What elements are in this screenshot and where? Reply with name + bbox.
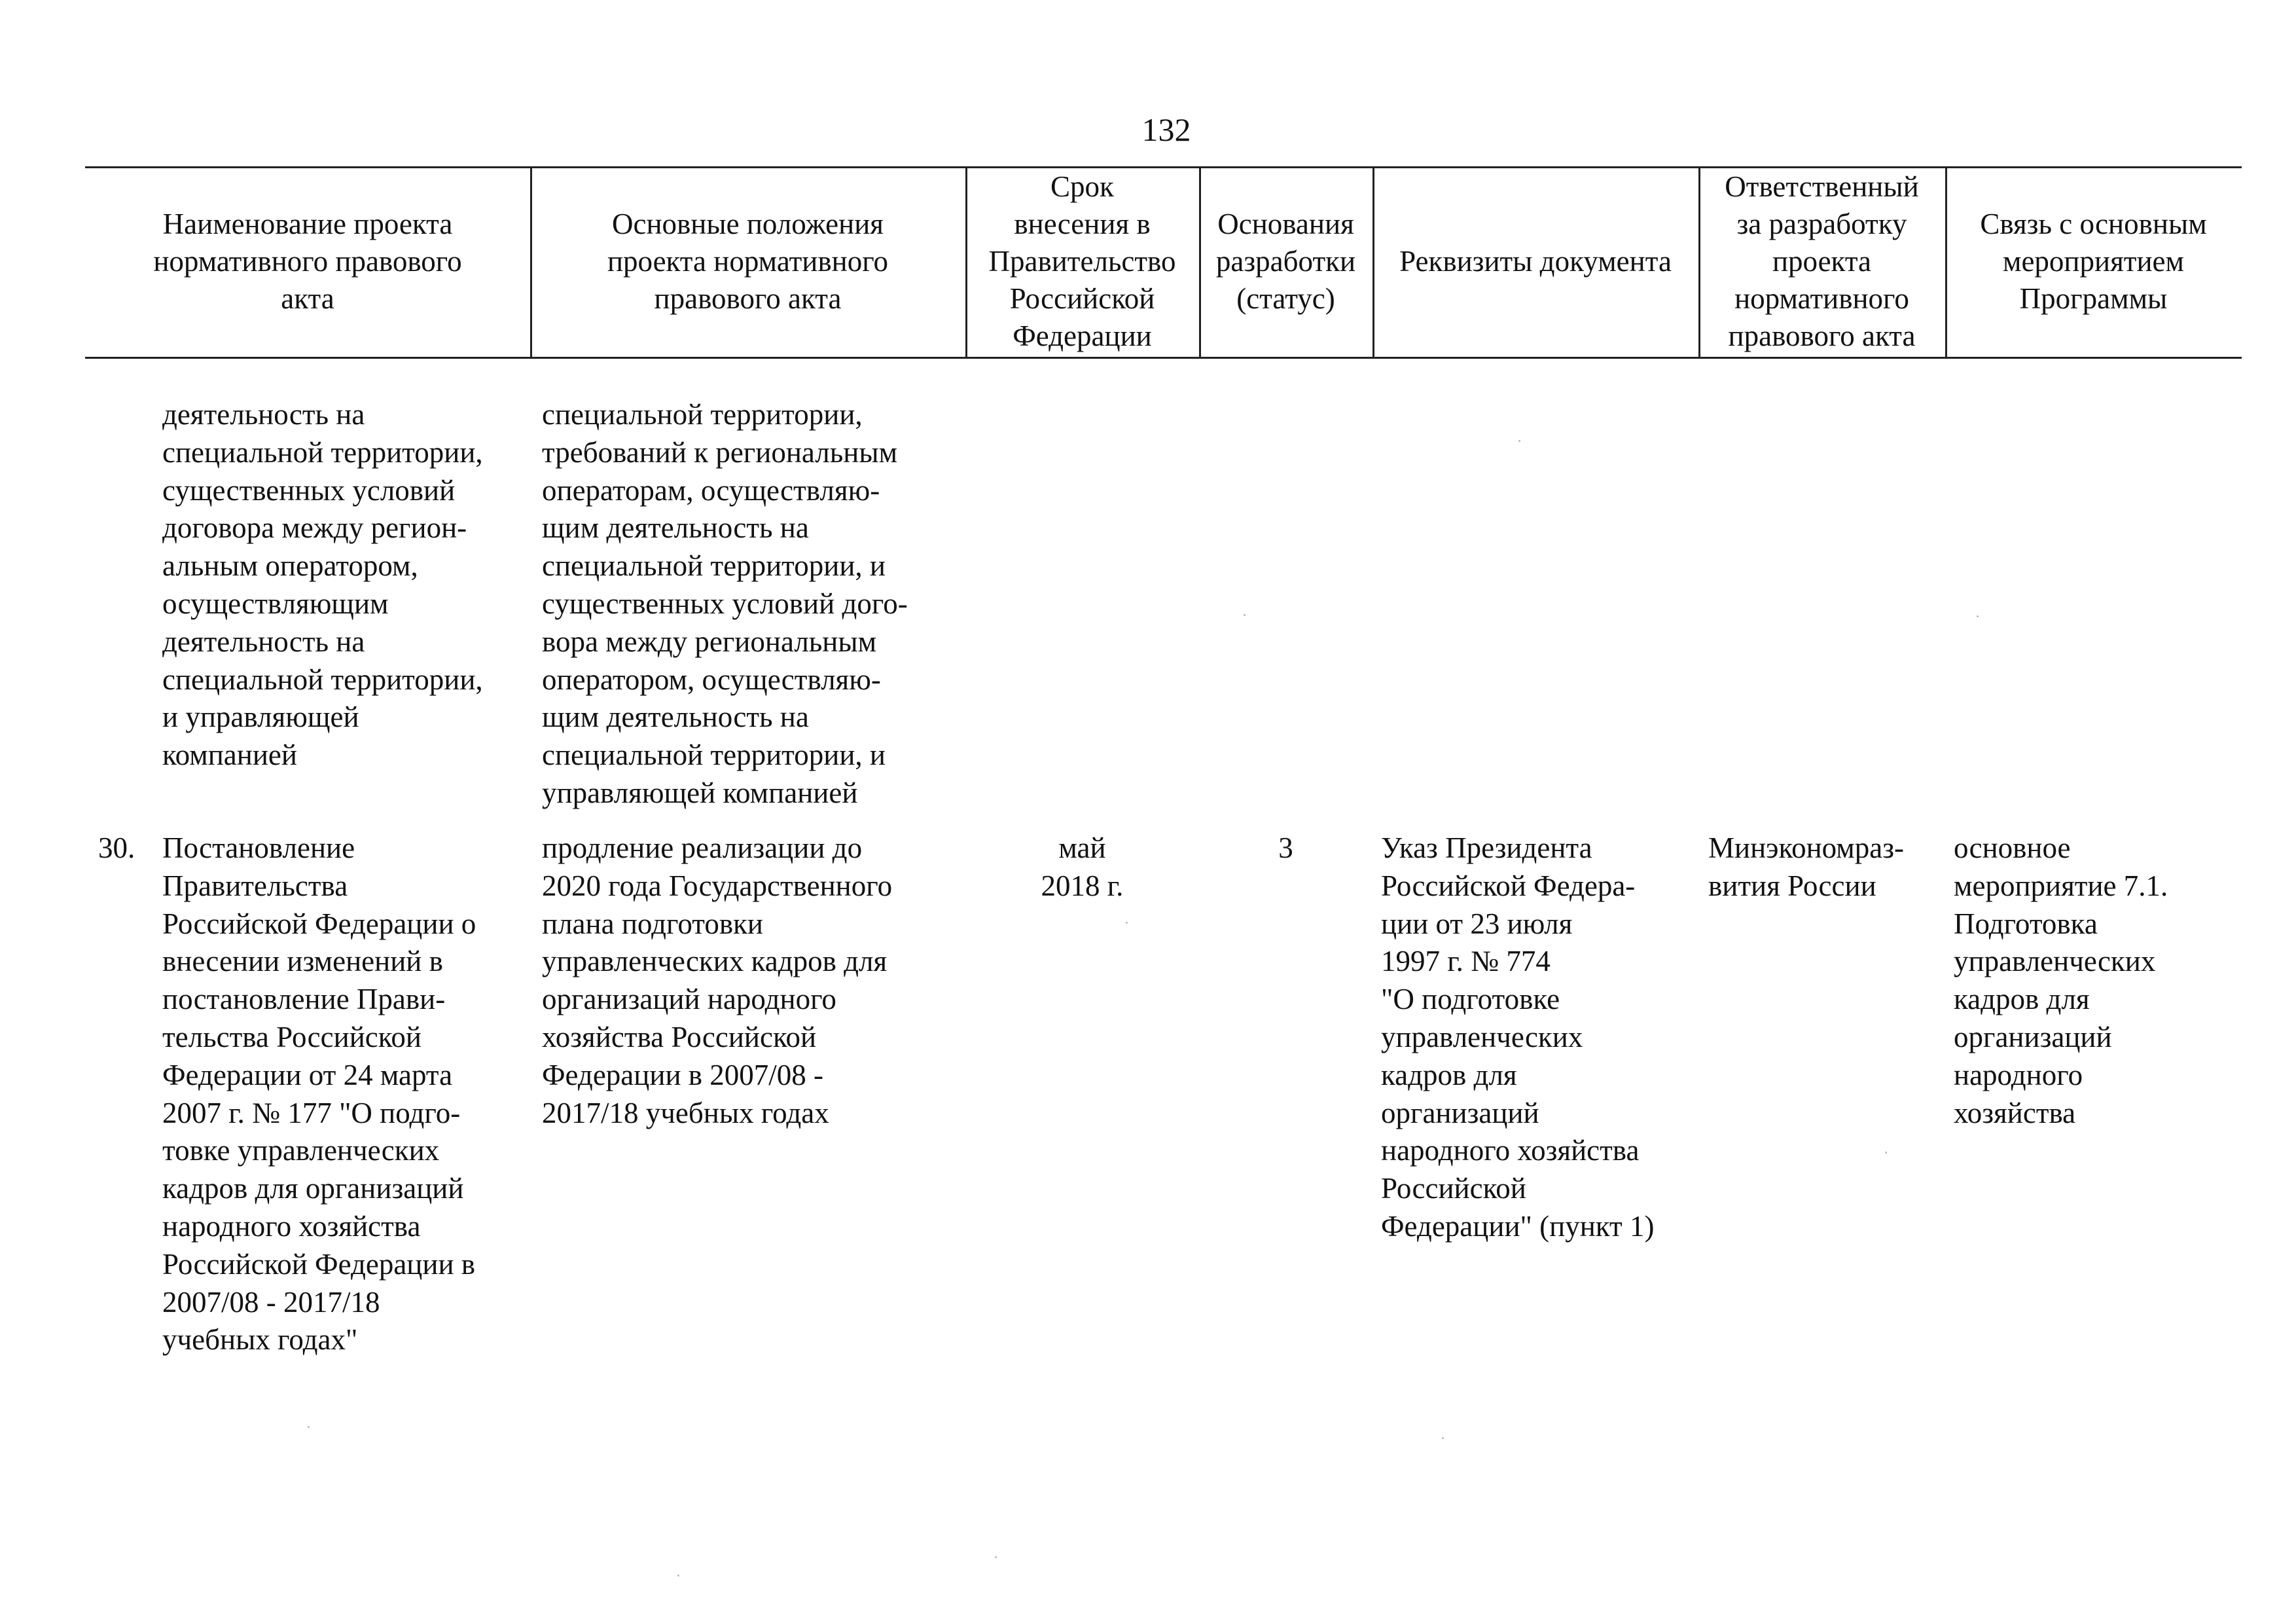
row-program-link: основное мероприятие 7.1. Подготовка управленческих кадров для организаций народного хозяйства	[1954, 831, 2168, 1129]
header-main-provisions: Основные положения проекта нормативного правового акта	[607, 208, 889, 315]
continued-row-name: деятельность на специальной территории, существенных условий договора между регион- альным оператором, осуществляющим деятельность на специальной территории, и управляющей компанией	[162, 398, 483, 772]
scan-speck	[1126, 922, 1128, 924]
header-program-link: Связь с основным мероприятием Программы	[1980, 208, 2207, 315]
scan-speck	[995, 1556, 997, 1558]
row-submission-deadline: май 2018 г.	[1041, 831, 1124, 902]
row-number: 30.	[98, 831, 135, 864]
table-header-bottom-rule	[85, 357, 2242, 359]
row-development-basis: 3	[1278, 831, 1293, 864]
scan-speck	[1977, 615, 1979, 617]
row-document-details: Указ Президента Российской Федера- ции от 23 июля 1997 г. № 774 "О подготовке управленческих кадров для организаций народного хозяйства Российской Федерации" (пункт 1)	[1381, 831, 1655, 1243]
scan-speck	[308, 1426, 310, 1428]
scan-speck	[1518, 440, 1520, 442]
header-development-basis: Основания разработки (статус)	[1215, 208, 1356, 315]
row-main-provisions: продление реализации до 2020 года Государственного плана подготовки управленческих кадров для организаций народного хозяйства Российской Федерации в 2007/08 - 2017/18 учебных годах	[542, 831, 893, 1129]
row-responsible: Минэкономраз- вития России	[1708, 831, 1905, 902]
row-project-name: Постановление Правительства Российской Федерации о внесении изменений в постановление Прави- тельства Российской Федерации от 24 марта 2007 г. № 177 "О подго- товке управленческих кадров для организаций народного хозяйства Российской Федерации в 2007/08 - 2017/18 учебных годах"	[162, 831, 476, 1357]
header-submission-deadline: Срок внесения в Правительство Российской Федерации	[988, 170, 1176, 352]
continued-row-provisions: специальной территории, требований к региональным операторам, осуществляю- щим деятельность на специальной территории, и существенных условий дого- вора между региональным оператором, осуществляю- щим деятельность на специальной территории, и управляющей компанией	[542, 398, 908, 809]
scan-speck	[1244, 614, 1246, 616]
page-number: 132	[1141, 111, 1191, 148]
header-document-details: Реквизиты документа	[1399, 245, 1672, 278]
scan-speck	[1885, 1152, 1887, 1154]
header-project-name: Наименование проекта нормативного правового акта	[153, 208, 462, 315]
scan-speck	[1442, 1437, 1444, 1439]
header-responsible: Ответственный за разработку проекта нормативного правового акта	[1725, 170, 1919, 352]
scan-speck	[677, 1575, 679, 1577]
